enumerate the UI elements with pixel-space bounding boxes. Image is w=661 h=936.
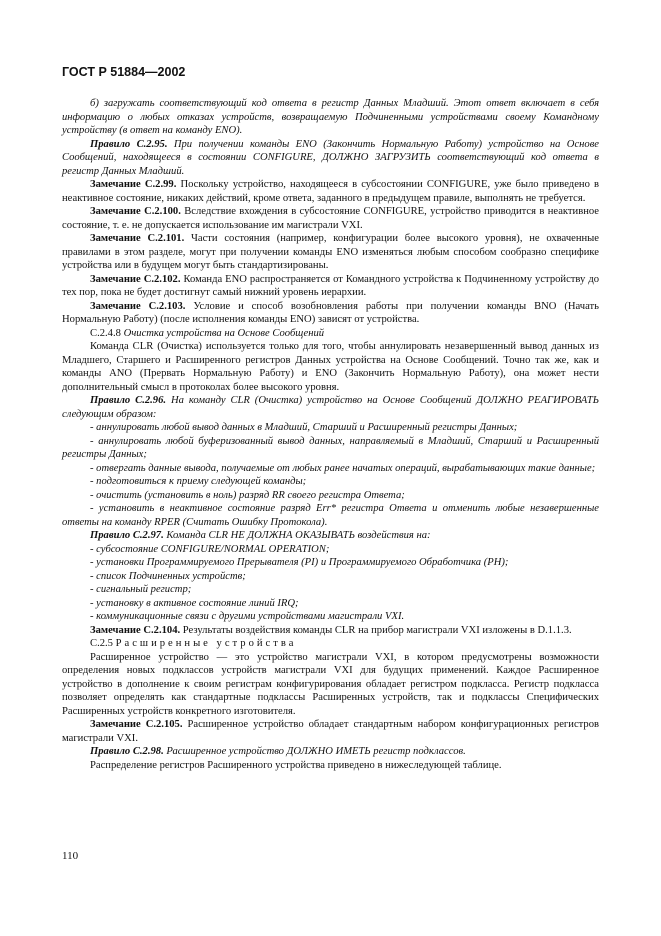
rule-text: Расширенное устройство ДОЛЖНО ИМЕТЬ регистр подклассов. [163,746,466,757]
note-text: Расширенное устройство обладает стандартным набором конфигурационных регистров магистрали VXI. [62,719,599,744]
note-c-2-105 [62,718,599,745]
note-text: Условие и способ возобновления работы при получении команды BNO (Начать Нормальную Работу) (после исполнения команды ENO) зависят от устройства. [62,300,600,325]
rule-c-2-96 [62,394,599,421]
note-label: Замечание С.2.103. [90,300,186,312]
note-text: Вследствие вхождения в субсостояние CONFIGURE, устройство приводится в неактивное состояние, т. е. не допускается использование им магистрали VXI. [62,206,600,231]
rule-text: На команду CLR (Очистка) устройство на Основе Сообщений ДОЛЖНО РЕАГИРОВАТЬ следующим образом: [62,395,599,420]
note-label: Замечание С.2.101. [90,233,185,244]
section-title: Очистка устройства на Основе Сообщений [123,327,325,339]
note-text: Части состояния (например, конфигурации более высокого уровня), не охваченные правилами в этом разделе, могут при получении команды ENO изменяться любым способом сообразно специфике устройства или в будущем могут быть стандартизированы. [62,233,600,271]
list-item: - аннулировать любой буферизованный вывод данных, направляемый в Младший, Старший и Расширенный регистры Данных; [62,435,599,460]
section-c-2-5 [62,637,599,651]
body-text [62,97,599,772]
note-label: Замечание С.2.105. [90,719,183,730]
paragraph-clr: Команда CLR (Очистка) используется только для того, чтобы аннулировать незавершенный вывод данных из Младшего, Старшего и Расширенного регистров Данных устройства на Основе Сообщений. Точно так же, как и команды ANO (Прервать Нормальную Работу) и ENO (Закончить Нормальную Работу), она может нести дополнительный смысл в протоколах более высокого уровня. [62,341,599,393]
paragraph-b: б) загружать соответствующий код ответа в регистр Данных Младший. Этот ответ включает в себя информацию о любых отказах устройств, возвращаемую Подчиненными устройствами своему Командному устройству (в ответ на команду ENO). [62,98,599,136]
section-title: Расширенные устройства [115,638,297,649]
note-label: Замечание С.2.102. [90,273,181,285]
section-number: С.2.4.8 [90,327,124,339]
list-item: - установить в неактивное состояние разряд Err* регистра Ответа и отменить любые незавершенные ответы на команду RPER (Считать Ошибку Протокола). [62,503,599,528]
rule-label: Правило С.2.95. [90,138,168,150]
rule-c-2-98 [62,745,599,759]
list-item: - очистить (установить в ноль) разряд RR своего регистра Ответа; [90,489,405,501]
rule-c-2-97 [62,529,599,543]
rule-text: При получении команды ENO (Закончить Нормальную Работу) устройство на Основе Сообщений, находящееся в состоянии CONFIGURE, ДОЛЖНО ЗАГРУЗИТЬ соответствующий код ответа в регистр Данных Младший. [62,138,599,177]
list-item: - установку в активное состояние линий IRQ; [90,597,299,609]
note-c-2-104 [62,624,599,638]
list-item: - список Подчиненных устройств; [90,570,246,582]
list-item: - коммуникационные связи с другими устройствами магистрали VXI. [90,611,405,622]
list-item: - отвергать данные вывода, получаемые от любых ранее начатых операций, вырабатывающих такие данные; [90,462,596,474]
rule-label: Правило С.2.96. [90,395,167,406]
note-label: Замечание С.2.104. [90,624,181,636]
note-c-2-99 [62,178,599,205]
list-item: - сигнальный регистр; [90,584,192,595]
rule-label: Правило С.2.98. [90,746,164,757]
note-text: Команда ENO распространяется от Командного устройства к Подчиненному устройству до тех пор, пока не будет достигнут самый нижний уровень иерархии. [62,273,600,298]
note-c-2-100 [62,205,599,232]
rule-label: Правило С.2.97. [90,530,164,541]
rule-text: Команда CLR НЕ ДОЛЖНА ОКАЗЫВАТЬ воздействия на: [163,530,431,541]
note-text: Результаты воздействия команды CLR на прибор магистрали VXI изложены в D.1.1.3. [180,624,572,636]
note-c-2-102 [62,273,599,300]
note-label: Замечание С.2.100. [90,206,181,217]
section-c-2-4-8 [62,327,599,341]
list-item: - установки Программируемого Прерывателя (PI) и Программируемого Обработчика (PH); [90,557,509,568]
paragraph-extended: Расширенное устройство — это устройство магистрали VXI, в котором предусмотрены возможности определения новых подклассов устройств магистрали VXI для будущих применений. Каждое Расширенное устройство в дополнение к своим регистрам конфигурирования обладает регистром подкласса. Регистр подкласса позволяет определять как стандартные подклассы Расширенных устройств, так и подклассы Специфических Расширенных устройств конкретного изготовителя. [62,651,599,717]
standard-header: ГОСТ Р 51884—2002 [62,65,186,79]
list-item: - субсостояние CONFIGURE/NORMAL OPERATION; [90,543,330,555]
list-item: - подготовиться к приему следующей команды; [90,476,307,487]
list-item: - аннулировать любой вывод данных в Младший, Старший и Расширенный регистры Данных; [90,422,518,433]
rule-c-2-95 [62,138,599,179]
note-c-2-101 [62,232,599,273]
note-label: Замечание С.2.99. [90,179,177,190]
page-number: 110 [62,850,79,862]
note-text: Поскольку устройство, находящееся в субсостоянии CONFIGURE, уже было приведено в неактивное состояние, никаких действий, кроме ответа, заданного в предыдущем правиле, выполнять не требуется. [62,179,599,204]
section-number: С.2.5 [90,638,116,649]
paragraph-last: Распределение регистров Расширенного устройства приведено в нижеследующей таблице. [90,759,502,771]
note-c-2-103 [62,300,599,327]
